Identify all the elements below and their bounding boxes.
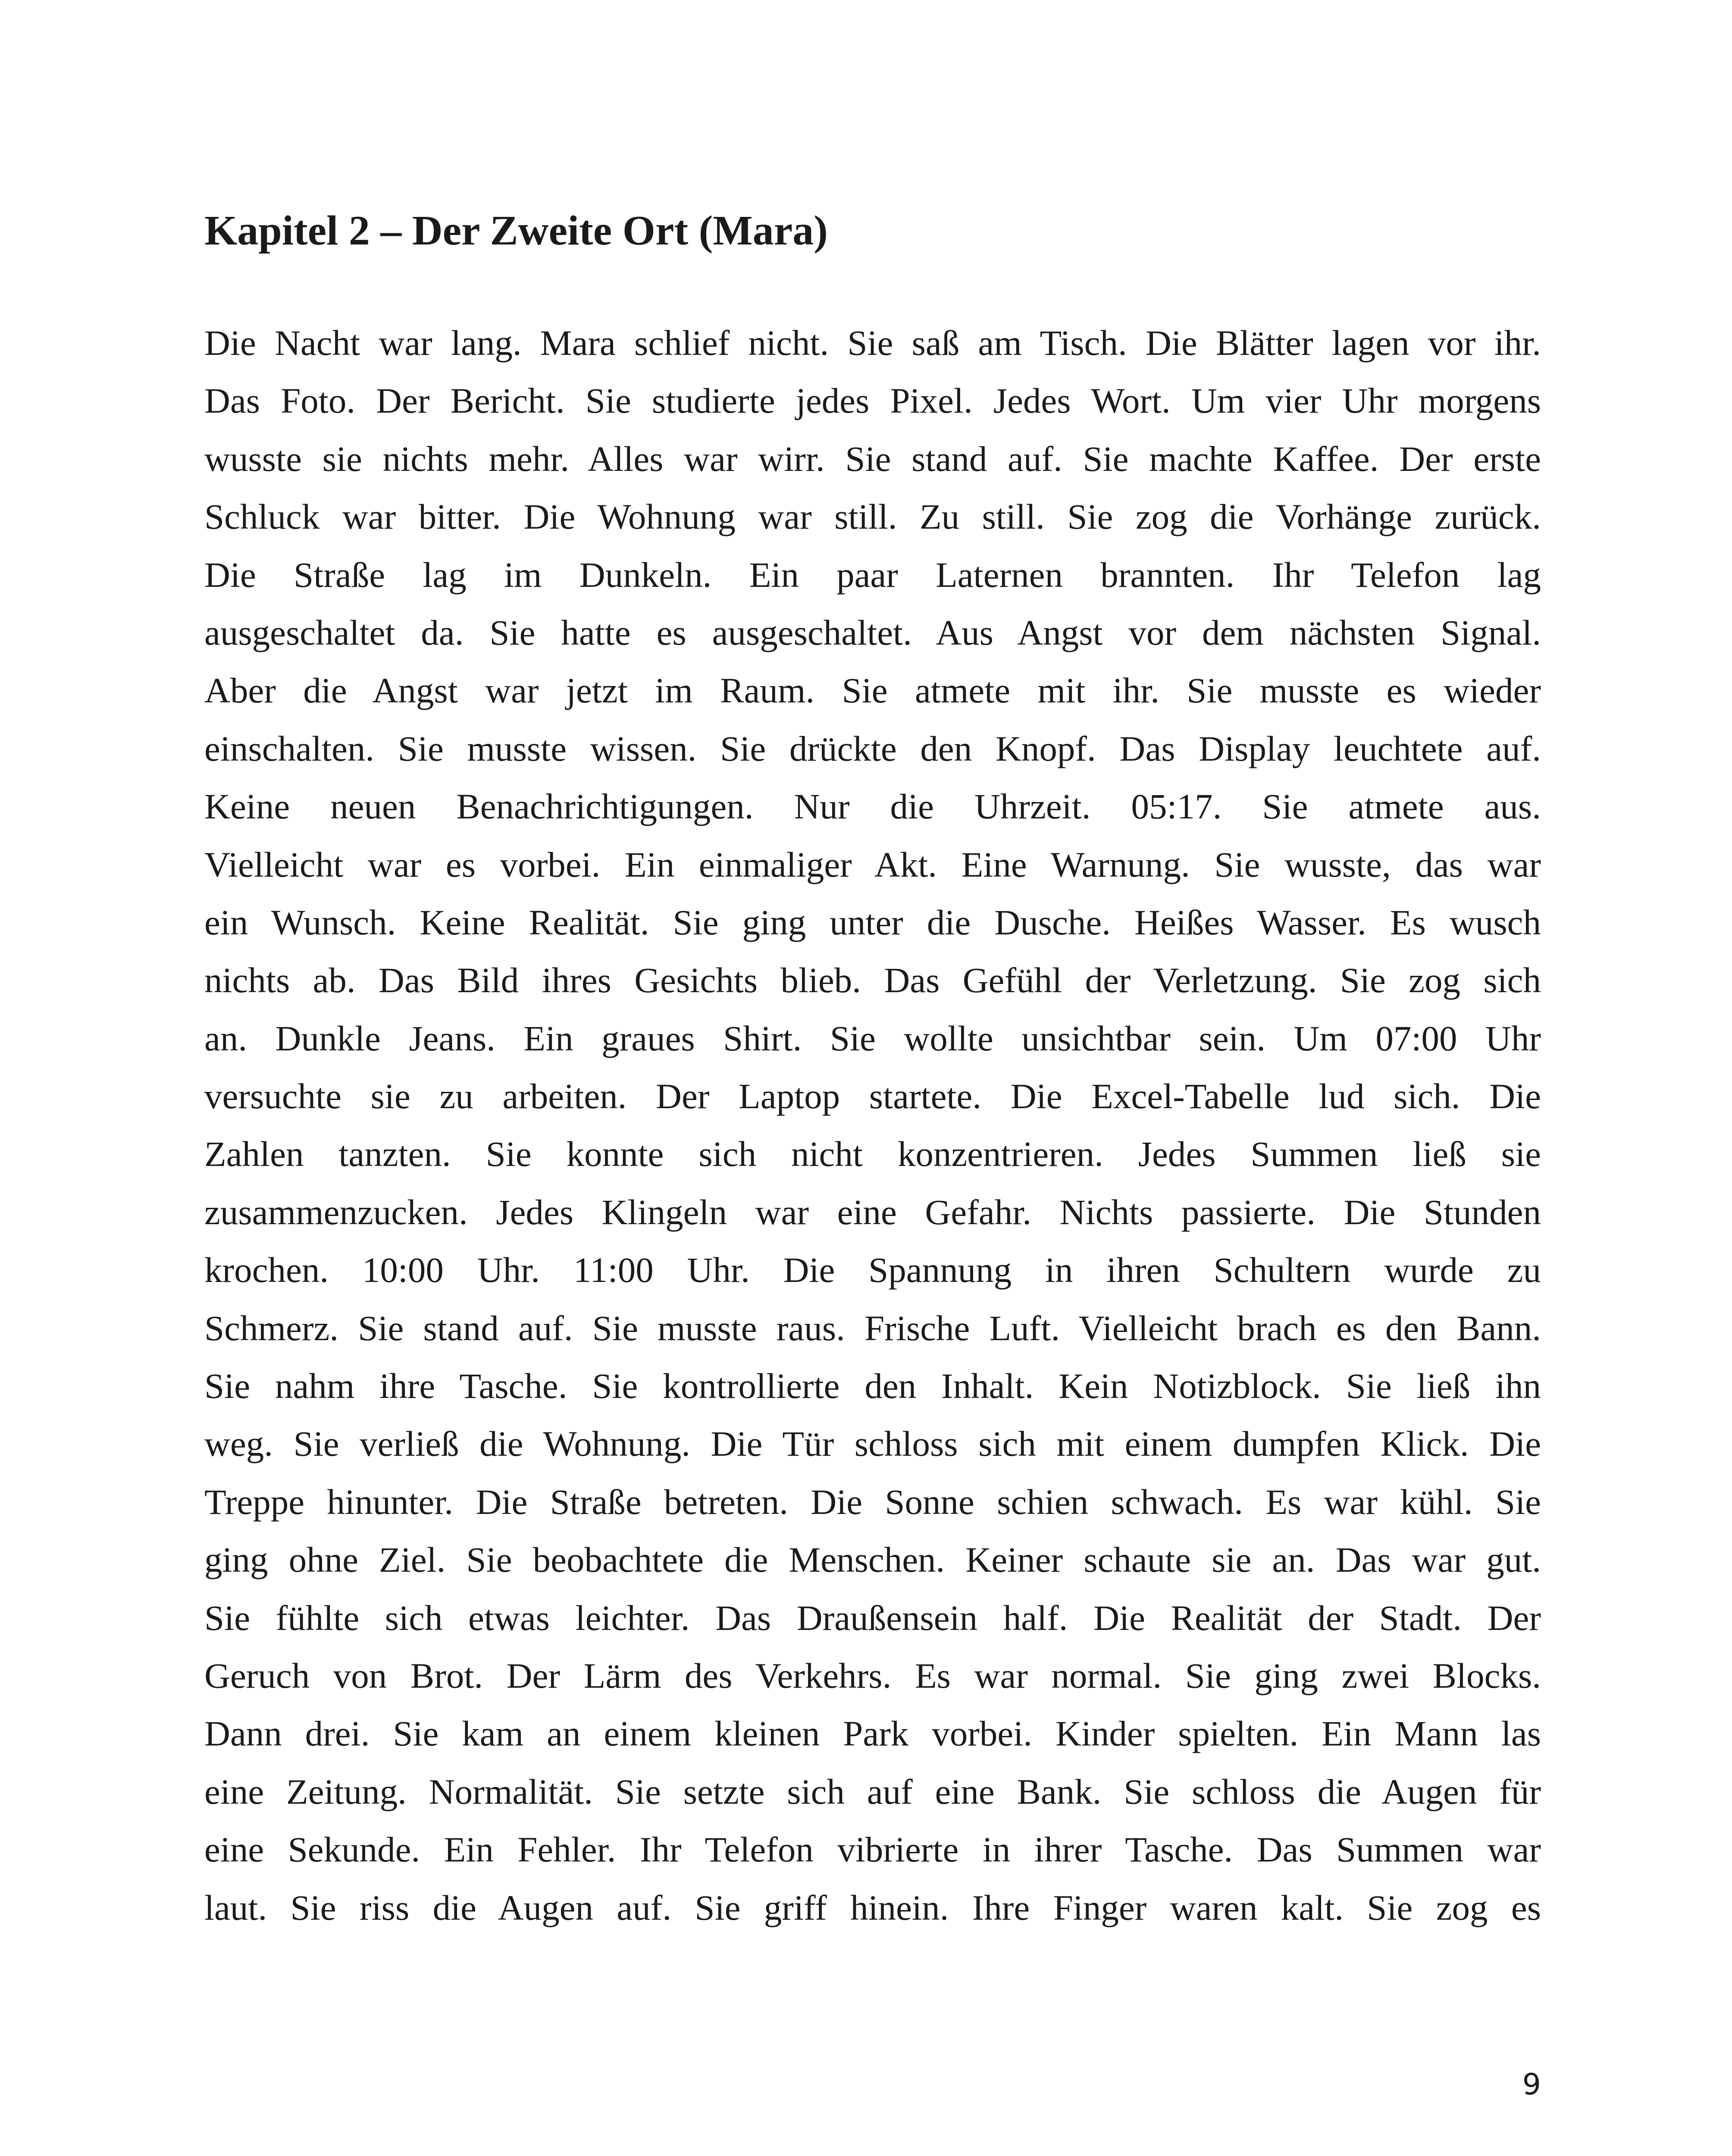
text-line: weg. Sie verließ die Wohnung. Die Tür schloss sich mit einem dumpfen Klick. Die (204, 1424, 1541, 1464)
text-line: Schluck war bitter. Die Wohnung war still. Zu still. Sie zog die Vorhänge zurück. (204, 497, 1541, 537)
text-line: Die Nacht war lang. Mara schlief nicht. Sie saß am Tisch. Die Blätter lagen vor ihr. (204, 323, 1541, 363)
text-line: Schmerz. Sie stand auf. Sie musste raus. Frische Luft. Vielleicht brach es den Bann. (204, 1308, 1541, 1348)
text-line: nichts ab. Das Bild ihres Gesichts blieb. Das Gefühl der Verletzung. Sie zog sich (204, 960, 1541, 1000)
text-line: Das Foto. Der Bericht. Sie studierte jedes Pixel. Jedes Wort. Um vier Uhr morgens (204, 381, 1541, 421)
text-line: eine Zeitung. Normalität. Sie setzte sich auf eine Bank. Sie schloss die Augen für (204, 1771, 1541, 1811)
text-line: eine Sekunde. Ein Fehler. Ihr Telefon vibrierte in ihrer Tasche. Das Summen war (204, 1830, 1541, 1870)
text-line: Sie fühlte sich etwas leichter. Das Draußensein half. Die Realität der Stadt. Der (204, 1598, 1541, 1638)
text-line: zusammenzucken. Jedes Klingeln war eine Gefahr. Nichts passierte. Die Stunden (204, 1192, 1541, 1232)
text-line: Dann drei. Sie kam an einem kleinen Park vorbei. Kinder spielten. Ein Mann las (204, 1714, 1541, 1754)
chapter-title: Kapitel 2 – Der Zweite Ort (Mara) (204, 207, 828, 254)
text-line: Vielleicht war es vorbei. Ein einmaliger Akt. Eine Warnung. Sie wusste, das war (204, 844, 1541, 884)
text-line: Sie nahm ihre Tasche. Sie kontrollierte den Inhalt. Kein Notizblock. Sie ließ ihn (204, 1366, 1541, 1406)
text-line: Die Straße lag im Dunkeln. Ein paar Laternen brannten. Ihr Telefon lag (204, 555, 1541, 595)
text-line: Geruch von Brot. Der Lärm des Verkehrs. Es war normal. Sie ging zwei Blocks. (204, 1655, 1541, 1695)
text-line: wusste sie nichts mehr. Alles war wirr. Sie stand auf. Sie machte Kaffee. Der erste (204, 439, 1541, 479)
text-line: Keine neuen Benachrichtigungen. Nur die Uhrzeit. 05:17. Sie atmete aus. (204, 787, 1541, 827)
text-line: Treppe hinunter. Die Straße betreten. Die Sonne schien schwach. Es war kühl. Sie (204, 1482, 1541, 1522)
text-line: ein Wunsch. Keine Realität. Sie ging unter die Dusche. Heißes Wasser. Es wusch (204, 902, 1541, 942)
text-line: krochen. 10:00 Uhr. 11:00 Uhr. Die Spannung in ihren Schultern wurde zu (204, 1250, 1541, 1290)
page-number: 9 (1522, 2068, 1541, 2102)
text-line: ausgeschaltet da. Sie hatte es ausgeschaltet. Aus Angst vor dem nächsten Signal. (204, 612, 1541, 652)
text-line: Zahlen tanzten. Sie konnte sich nicht konzentrieren. Jedes Summen ließ sie (204, 1134, 1541, 1174)
chapter-body (204, 314, 1541, 1937)
text-line: an. Dunkle Jeans. Ein graues Shirt. Sie wollte unsichtbar sein. Um 07:00 Uhr (204, 1018, 1541, 1058)
text-line: ging ohne Ziel. Sie beobachtete die Menschen. Keiner schaute sie an. Das war gut. (204, 1540, 1541, 1580)
text-line: Aber die Angst war jetzt im Raum. Sie atmete mit ihr. Sie musste es wieder (204, 671, 1541, 711)
text-line: versuchte sie zu arbeiten. Der Laptop startete. Die Excel-Tabelle lud sich. Die (204, 1076, 1541, 1116)
text-line: einschalten. Sie musste wissen. Sie drückte den Knopf. Das Display leuchtete auf. (204, 728, 1541, 768)
text-line: laut. Sie riss die Augen auf. Sie griff hinein. Ihre Finger waren kalt. Sie zog es (204, 1887, 1541, 1927)
